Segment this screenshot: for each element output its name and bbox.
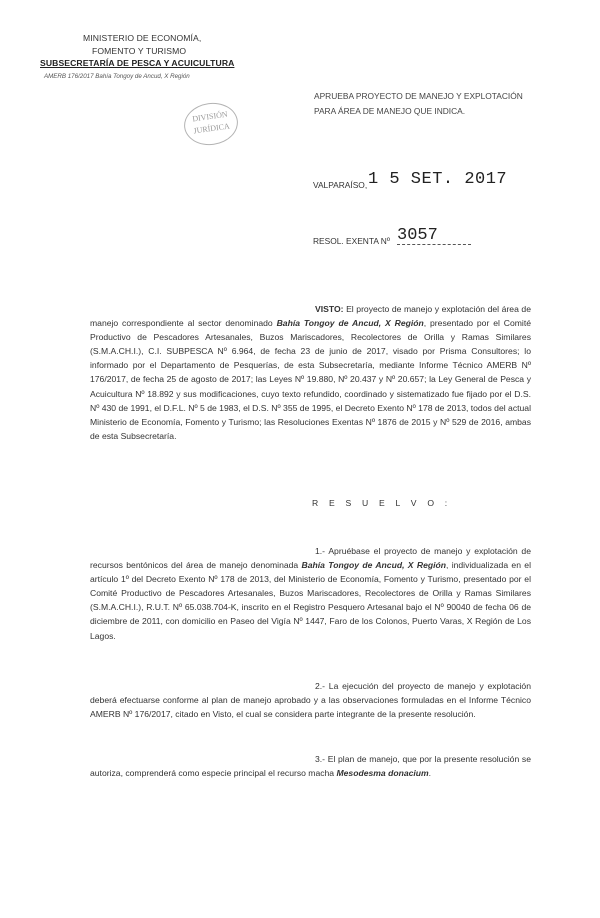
undersecretariat-name: SUBSECRETARÍA DE PESCA Y ACUICULTURA [40,58,235,68]
visto-text-2: , presentado por el Comité Productivo de Pescadores Artesanales, Buzos Mariscadores, Recolectores de Orilla y Ramas Similares (S.M.A.CH.I.), C.I. SUBPESCA Nº 6.964, de fecha 23 de junio de 2017, visado por Prisma Consultores; lo informado por el Departamento de Pesquerías, de esta Subsecretaría, mediante Informe Técnico AMERB Nº 176/2017, de fecha 25 de agosto de 2017; las Leyes Nº 19.880, Nº 20.437 y Nº 20.657; la Ley General de Pesca y Acuicultura Nº 18.892 y sus modificaciones, cuyo texto refundido, coordinado y sistematizado fue fijado por el D.S. Nº 430 de 1991, el D.F.L. Nº 5 de 1983, el D.S. Nº 355 de 1995, el Decreto Exento Nº 178 de 2013, todos del actual Ministerio de Economía, Fomento y Turismo; las Resoluciones Exentas Nº 1876 de 2015 y Nº 529 de 2016, ambas de esta Subsecretaría. [90,318,531,441]
resolution-subject: APRUEBA PROYECTO DE MANEJO Y EXPLOTACIÓN PARA ÁREA DE MANEJO QUE INDICA. [314,91,523,116]
resolution-label: RESOL. EXENTA Nº [313,236,390,246]
item-2-lead: 2.- La ejecución del proyecto de manejo y explotación deberá efectuarse conforme al plan de manejo aprobado y a las observaciones formuladas en el Informe Técnico AMERB Nº 176/2017, citado en Visto, el cual se considera parte integrante de la presente resolución. [90,681,531,720]
item-3-rest: . [428,768,432,779]
item-1-sector: Bahía Tongoy de Ancud, X Región [301,560,446,571]
item-3-lead: 3.- El plan de manejo, que por la presente resolución se autoriza, comprenderá como especie principal el recurso macha [90,754,531,779]
resolution-item-3 [90,752,531,780]
visto-sector: Bahía Tongoy de Ancud, X Región [276,318,424,329]
resolution-number: 3057 [397,226,438,245]
legal-division-stamp [181,99,240,148]
item-3-species: Mesodesma donacium [336,768,429,779]
resolution-date: 1 5 SET. 2017 [368,170,508,189]
resuelvo-heading: R E S U E L V O : [312,498,452,508]
visto-label: VISTO: [315,304,344,314]
stamp-line-1: DIVISIÓN [191,109,229,124]
item-1-rest: , individualizada en el artículo 1º del Decreto Exento Nº 178 de 2013, del Ministerio de Economía, Fomento y Turismo, presentado por el Comité Productivo de Pescadores Artesanales, Buzos Mariscadores, Recolectores de Orilla y Ramas Similares (S.M.A.CH.I.), R.U.T. Nº 65.038.704-K, inscrito en el Registro Pesquero Artesanal bajo el Nº 90040 de fecha 06 de diciembre de 2011, con domicilio en Paseo del Vigía Nº 1447, Faro de los Colonos, Puerto Varas, X Región de Los Lagos. [90,560,531,641]
resolution-number-underline [397,244,471,245]
place-label: VALPARAÍSO, [313,180,368,190]
visto-paragraph [90,302,531,443]
reference-line: AMERB 176/2017 Bahía Tongoy de Ancud, X Región [44,73,190,80]
visto-text-1: El proyecto de manejo y explotación del área de manejo correspondiente al sector denominado [90,304,531,329]
resolution-item-1 [90,544,531,643]
ministry-name: MINISTERIO DE ECONOMÍA, [83,33,202,43]
stamp-line-2: JURÍDICA [192,121,231,136]
ministry-subtitle: FOMENTO Y TURISMO [92,46,187,56]
item-1-lead: 1.- Apruébase el proyecto de manejo y explotación de recursos bentónicos del área de manejo denominada [90,546,531,571]
resolution-item-2 [90,679,531,721]
